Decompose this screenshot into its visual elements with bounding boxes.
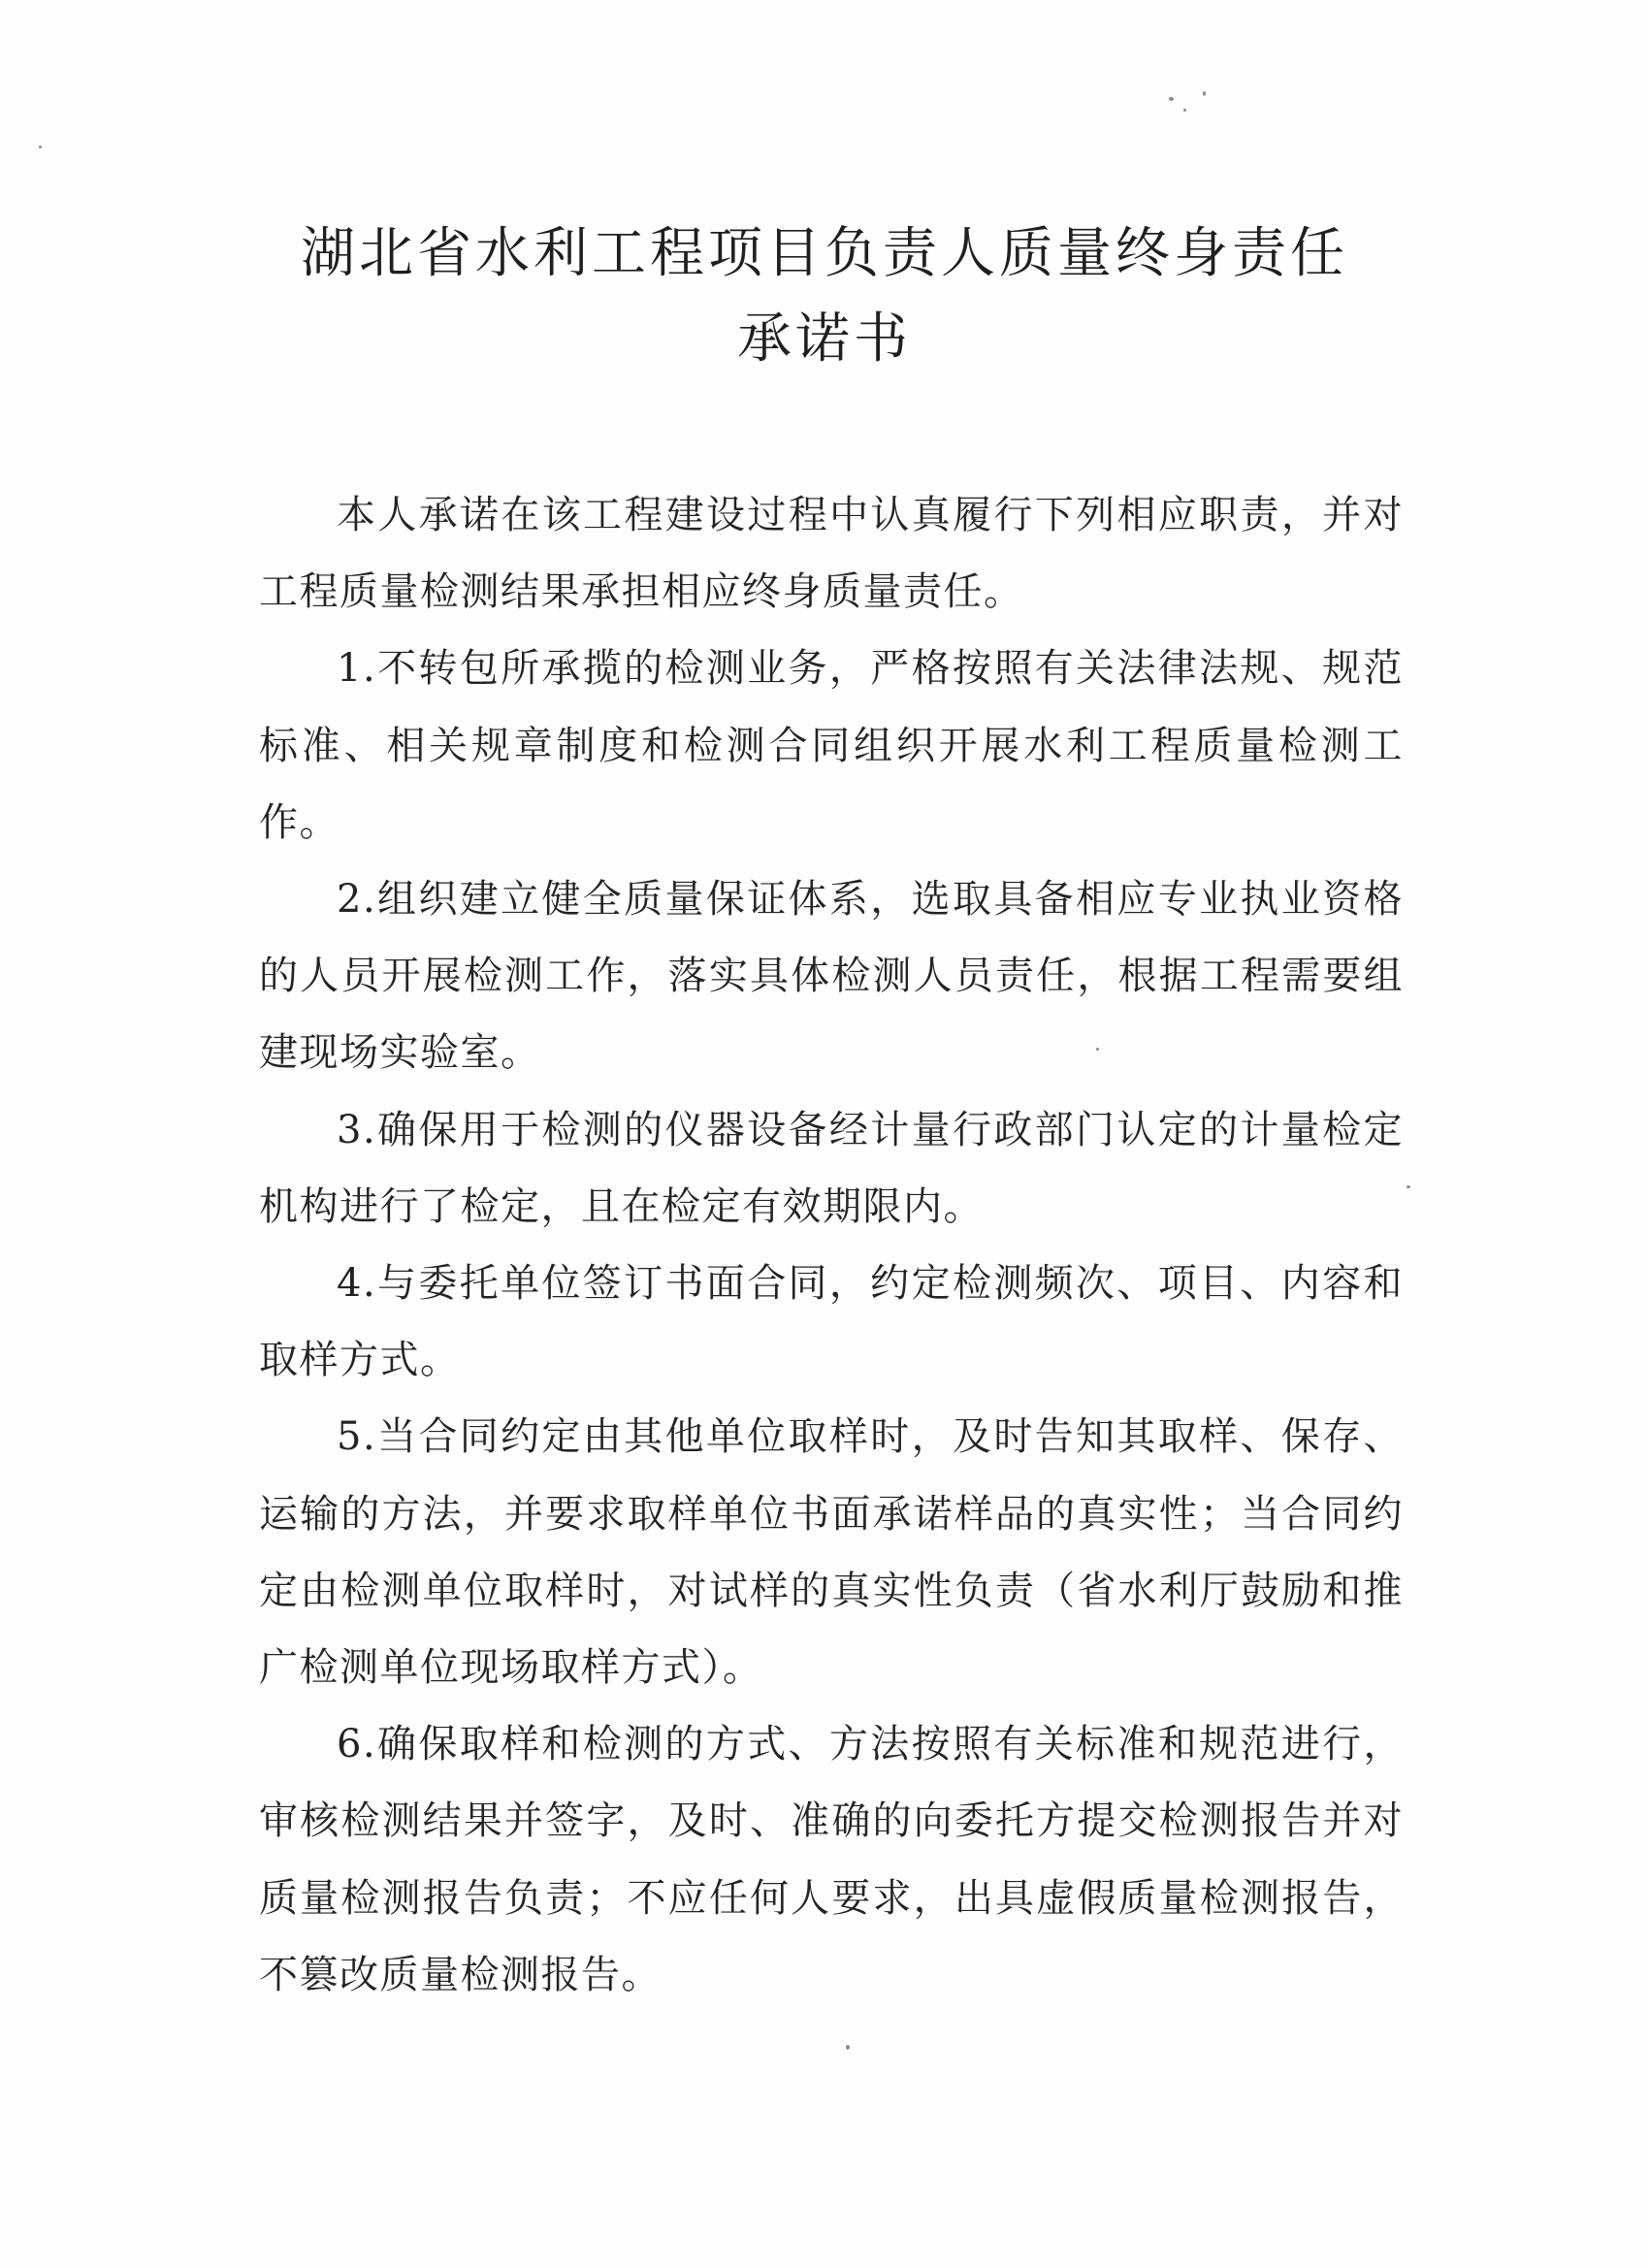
scan-speck (39, 146, 42, 148)
commitment-item-6: 6.确保取样和检测的方式、方法按照有关标准和规范进行，审核检测结果并签字，及时、准确的向委托方提交检测报告并对质量检测报告负责；不应任何人要求，出具虚假质量检测报告，不篡改质量检测报告。 (259, 1722, 1404, 1997)
commitment-item-1: 1.不转包所承揽的检测业务，严格按照有关法律法规、规范标准、相关规章制度和检测合同组织开展水利工程质量检测工作。 (259, 646, 1404, 845)
commitment-item-3: 3.确保用于检测的仪器设备经计量行政部门认定的计量检定机构进行了检定，且在检定有效期限内。 (259, 1107, 1404, 1229)
intro-paragraph: 本人承诺在该工程建设过程中认真履行下列相应职责，并对工程质量检测结果承担相应终身质量责任。 (259, 493, 1404, 615)
commitment-item-5: 5.当合同约定由其他单位取样时，及时告知其取样、保存、运输的方法，并要求取样单位书面承诺样品的真实性；当合同约定由检测单位取样时，对试样的真实性负责（省水利厅鼓励和推广检测单位现场取样方式）。 (259, 1414, 1404, 1691)
scan-speck (1169, 97, 1174, 101)
document-subtitle: 承诺书 (737, 308, 912, 371)
commitment-item-2: 2.组织建立健全质量保证体系，选取具备相应专业执业资格的人员开展检测工作，落实具体检测人员责任，根据工程需要组建现场实验室。 (259, 877, 1404, 1076)
scan-speck (1096, 1048, 1099, 1051)
commitment-item-4: 4.与委托单位签订书面合同，约定检测频次、项目、内容和取样方式。 (259, 1261, 1404, 1383)
scan-speck (846, 2045, 850, 2050)
scan-speck (1203, 91, 1206, 96)
scan-speck (1406, 1185, 1410, 1188)
document-title: 湖北省水利工程项目负责人质量终身责任 (301, 222, 1348, 285)
scan-speck (1183, 109, 1186, 112)
document-body (259, 477, 1404, 2014)
